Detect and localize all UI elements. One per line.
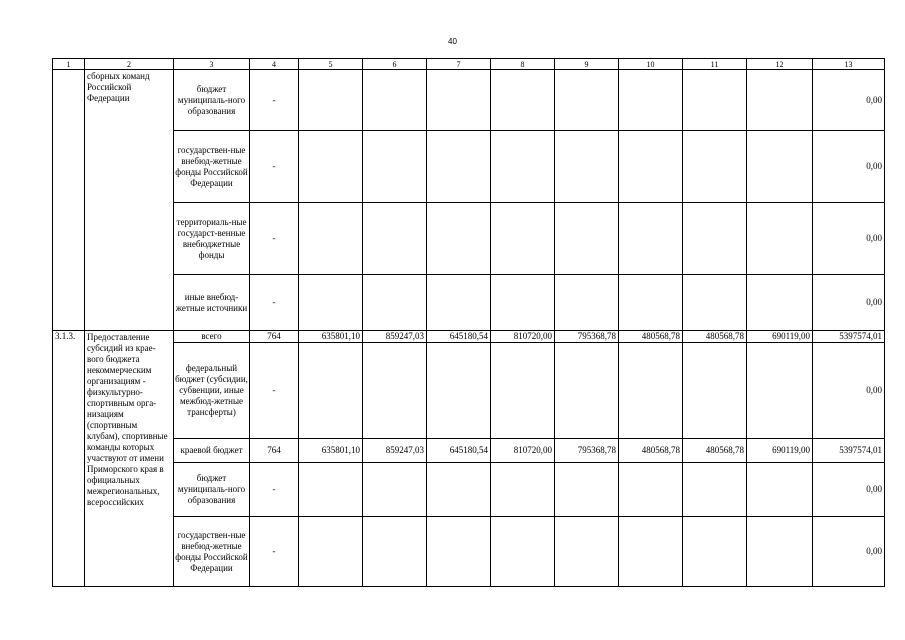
item-number-cell: 3.1.3. — [53, 331, 85, 587]
column-header: 6 — [363, 59, 427, 70]
table-row — [53, 331, 885, 343]
total-cell: 0,00 — [813, 70, 885, 131]
code-cell: 764 — [250, 439, 299, 463]
column-header: 9 — [555, 59, 619, 70]
column-header: 1 — [53, 59, 85, 70]
code-cell: - — [250, 131, 299, 203]
column-header: 12 — [747, 59, 813, 70]
value-cell: 859247,03 — [363, 439, 427, 463]
budget-table — [52, 58, 885, 587]
column-header: 11 — [683, 59, 747, 70]
total-cell: 0,00 — [813, 203, 885, 275]
column-header: 2 — [85, 59, 174, 70]
column-header: 13 — [813, 59, 885, 70]
column-header: 5 — [299, 59, 363, 70]
funding-source-cell: краевой бюджет — [174, 439, 250, 463]
value-cell: 635801,10 — [299, 331, 363, 343]
funding-source-cell: федеральный бюджет (субсидии, субвенции, иные межбюд-жетные трансферты) — [174, 343, 250, 439]
code-cell: - — [250, 203, 299, 275]
code-cell: - — [250, 517, 299, 587]
column-header: 8 — [491, 59, 555, 70]
table-row — [53, 343, 885, 439]
value-cell: 480568,78 — [619, 331, 683, 343]
column-number-row — [53, 59, 885, 70]
value-cell: 635801,10 — [299, 439, 363, 463]
column-header: 10 — [619, 59, 683, 70]
code-cell: - — [250, 343, 299, 439]
item-name-cell: Предоставление субсидий из крае-вого бюджета некоммерческим организациям - физкультурно-спортивным орга-низациям (спортивным клубам), спортивные команды которых участвуют от имени Приморского края в официальных межрегиональных, всероссийских — [85, 331, 174, 587]
column-header: 4 — [250, 59, 299, 70]
table-row — [53, 203, 885, 275]
value-cell: 645180,54 — [427, 331, 491, 343]
code-cell: - — [250, 463, 299, 517]
total-cell: 0,00 — [813, 517, 885, 587]
value-cell: 859247,03 — [363, 331, 427, 343]
total-cell: 0,00 — [813, 131, 885, 203]
value-cell: 690119,00 — [747, 331, 813, 343]
funding-source-cell: бюджет муниципаль-ного образования — [174, 463, 250, 517]
value-cell: 480568,78 — [619, 439, 683, 463]
value-cell: 810720,00 — [491, 331, 555, 343]
table-row — [53, 131, 885, 203]
table-row — [53, 517, 885, 587]
total-cell: 0,00 — [813, 275, 885, 331]
table-row — [53, 70, 885, 131]
code-cell: - — [250, 70, 299, 131]
value-cell: 810720,00 — [491, 439, 555, 463]
column-header: 3 — [174, 59, 250, 70]
value-cell: 480568,78 — [683, 439, 747, 463]
funding-source-cell: государствен-ные внебюд-жетные фонды Российской Федерации — [174, 517, 250, 587]
funding-source-cell: территориаль-ные государст-венные внебюджетные фонды — [174, 203, 250, 275]
page-number: 40 — [448, 37, 457, 46]
funding-source-cell: иные внебюд-жетные источники — [174, 275, 250, 331]
column-header: 7 — [427, 59, 491, 70]
total-cell: 5397574,01 — [813, 439, 885, 463]
value-cell: 795368,78 — [555, 439, 619, 463]
total-cell: 0,00 — [813, 343, 885, 439]
item-name-cell: сборных команд Российской Федерации — [85, 70, 174, 331]
value-cell: 795368,78 — [555, 331, 619, 343]
table-row — [53, 439, 885, 463]
table-row — [53, 275, 885, 331]
funding-source-cell: всего — [174, 331, 250, 343]
table-row — [53, 463, 885, 517]
total-cell: 0,00 — [813, 463, 885, 517]
value-cell: 480568,78 — [683, 331, 747, 343]
item-number-cell — [53, 70, 85, 331]
funding-source-cell: бюджет муниципаль-ного образования — [174, 70, 250, 131]
value-cell: 690119,00 — [747, 439, 813, 463]
total-cell: 5397574,01 — [813, 331, 885, 343]
code-cell: 764 — [250, 331, 299, 343]
value-cell: 645180,54 — [427, 439, 491, 463]
code-cell: - — [250, 275, 299, 331]
funding-source-cell: государствен-ные внебюд-жетные фонды Российской Федерации — [174, 131, 250, 203]
